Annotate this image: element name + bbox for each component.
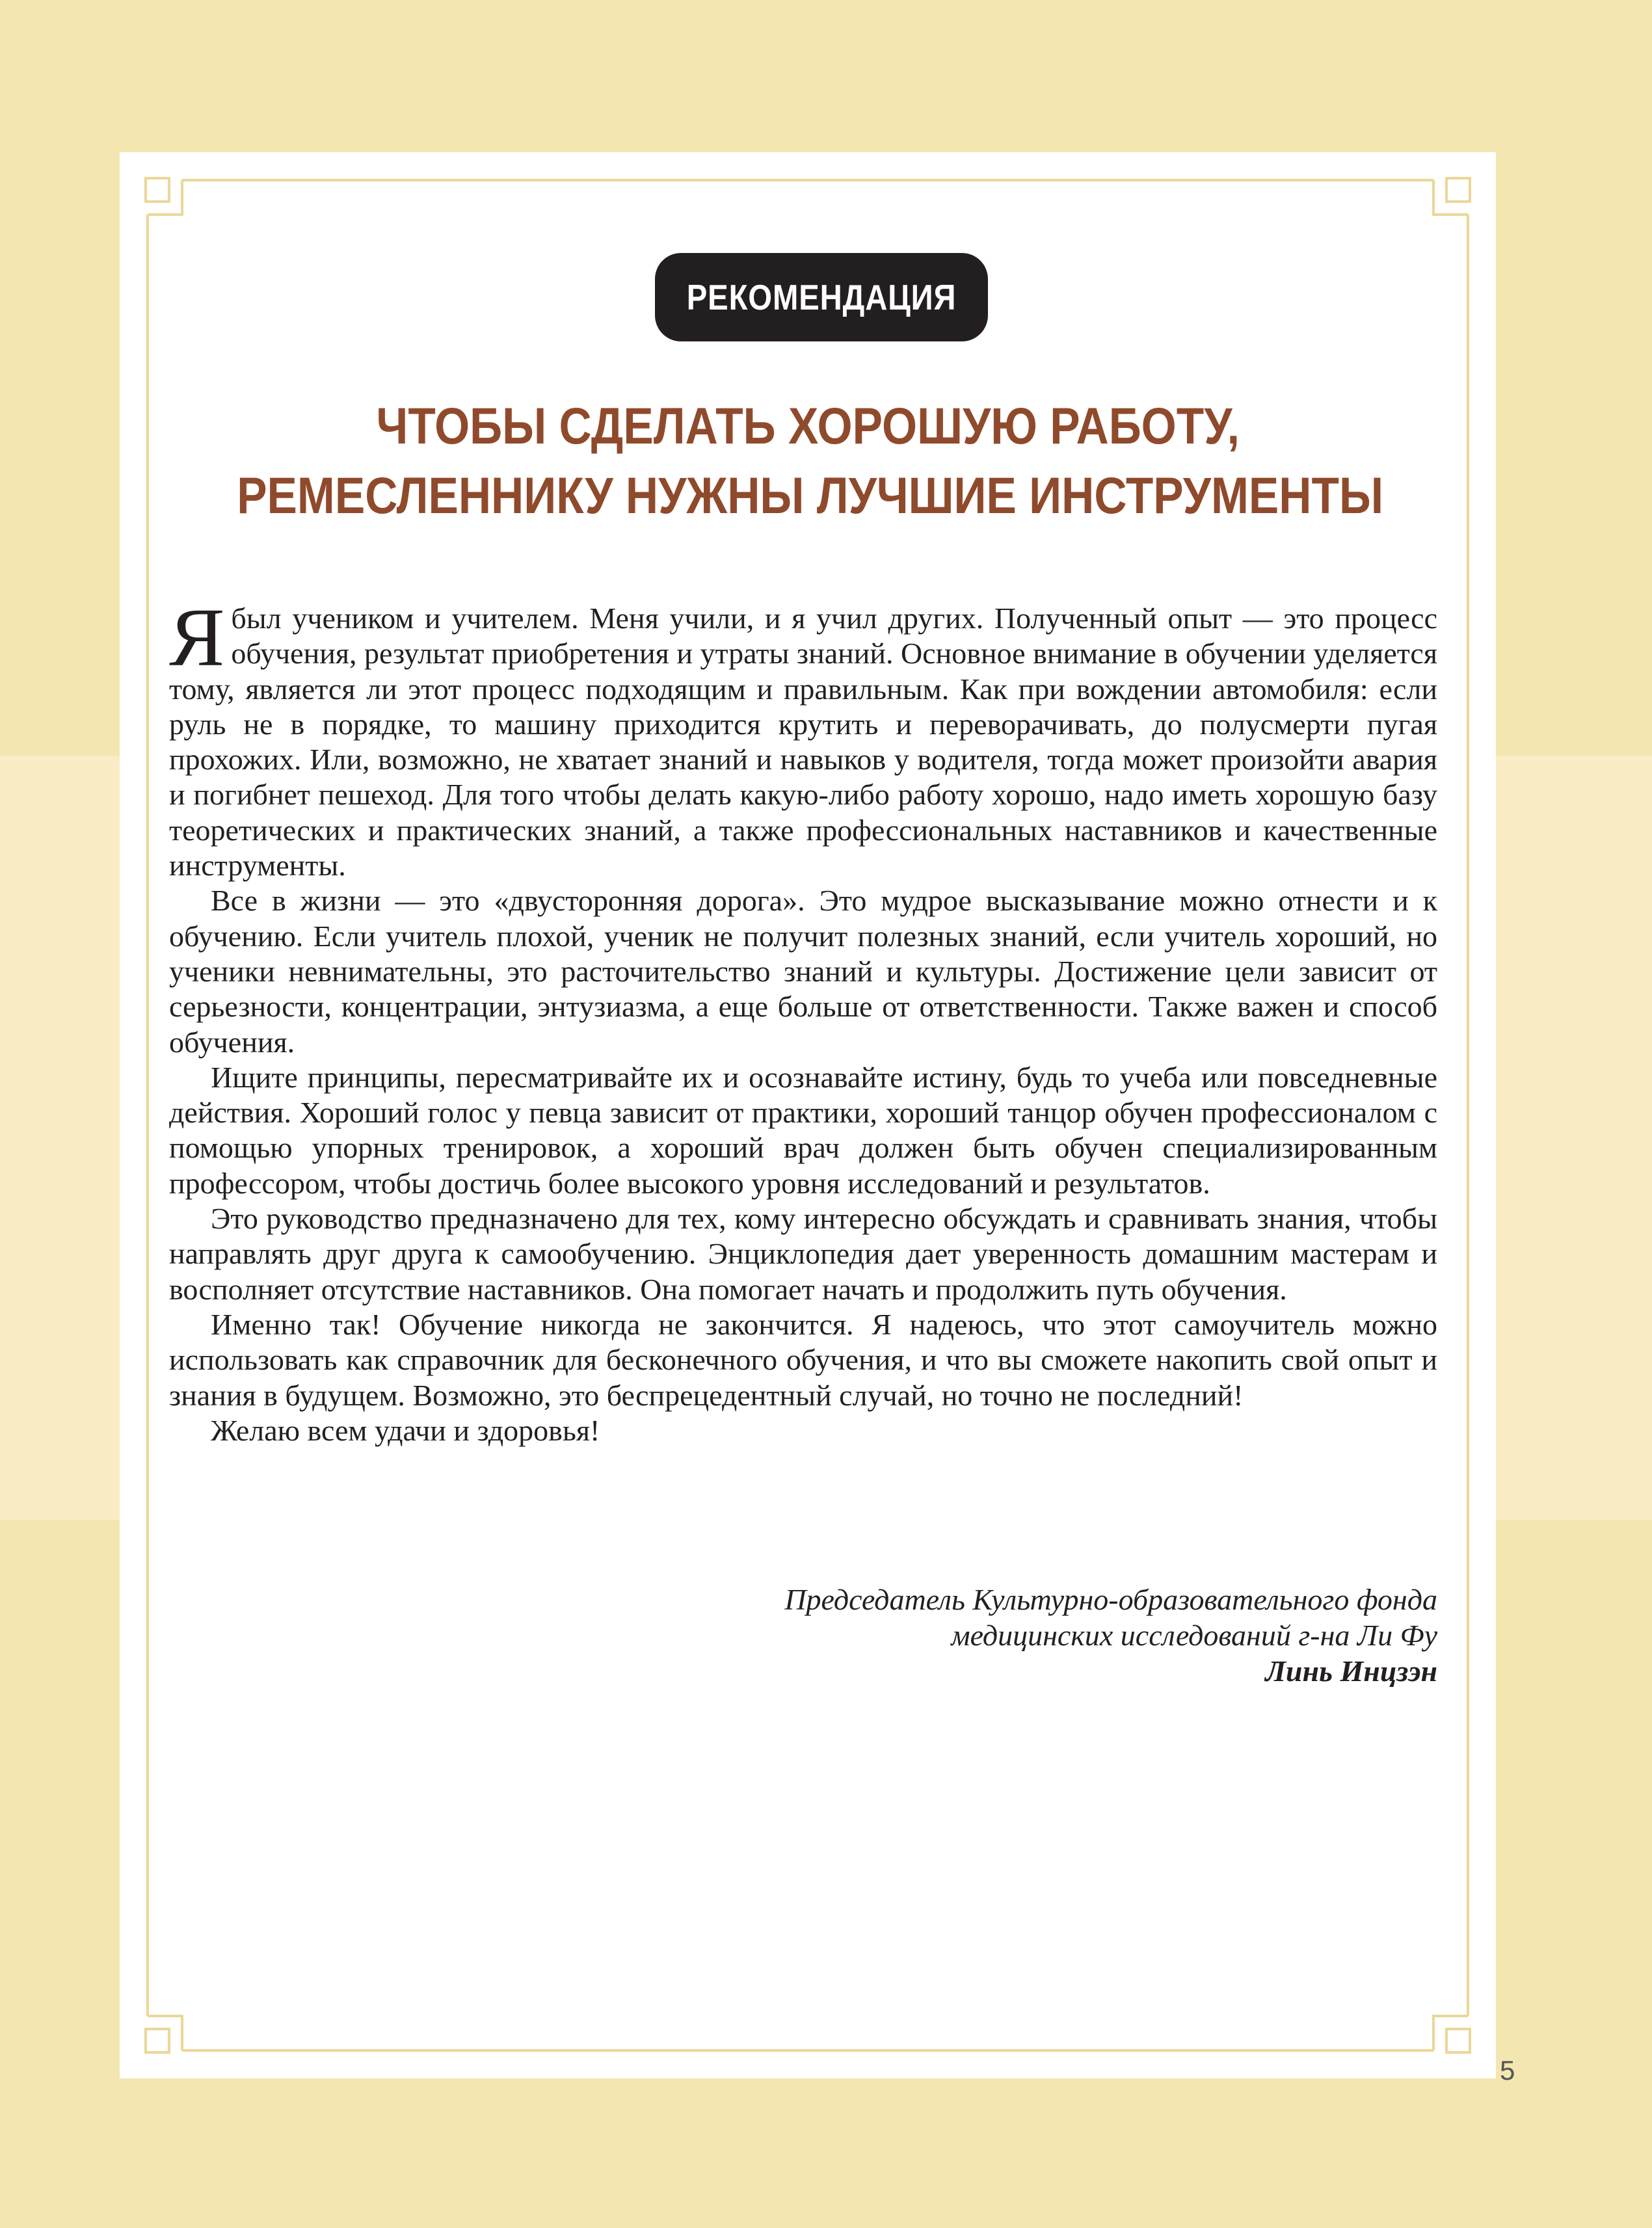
page-panel bbox=[120, 152, 1496, 2078]
paragraph-6: Желаю всем удачи и здоровья! bbox=[211, 1413, 600, 1447]
paragraph-3: Ищите принципы, пересматривайте их и осознавайте истину, будь то учеба или повседневные действия. Хороший голос у певца зависит от практики, хороший танцор обучен профессионалом с помощью упорных тренировок, а хороший врач должен быть обучен специализированным профессором, чтобы достичь более высокого уровня исследований и результатов. bbox=[169, 1060, 1437, 1200]
paragraph-1: Ябыл учеником и учителем. Меня учили, и я учил других. Полученный опыт — это процесс обучения, результат приобретения и утраты знаний. Основное внимание в обучении уделяется тому, является ли этот процесс подходящим и правильным. Как при вождении автомобиля: если руль не в порядке, то машину приходится крутить и переворачивать, до полусмерти пугая прохожих. Или, возможно, не хватает знаний и навыков у водителя, тогда может произойти авария и погибнет пешеход. Для того чтобы делать какую-либо работу хорошо, надо иметь хорошую базу теоретических и практических знаний, а также профессиональных наставников и качественные инструменты. bbox=[169, 591, 1437, 882]
signature-name: Линь Инцзэн bbox=[1265, 1654, 1437, 1688]
signature-line-1: Председатель Культурно-образовательного фонда bbox=[784, 1583, 1437, 1616]
page-title-line-1: ЧТОБЫ СДЕЛАТЬ ХОРОШУЮ РАБОТУ, bbox=[376, 397, 1240, 455]
section-badge-label: РЕКОМЕНДАЦИЯ bbox=[686, 277, 957, 317]
section-badge bbox=[655, 253, 988, 341]
paragraph-2: Все в жизни — это «двусторонняя дорога». Это мудрое высказывание можно отнести и к обучению. Если учитель плохой, ученик не получит полезных знаний, если учитель хороший, но ученики невнимательны, это расточительство знаний и культуры. Достижение цели зависит от серьезности, концентрации, энтузиазма, а еще больше от ответственности. Также важен и способ обучения. bbox=[169, 884, 1437, 1059]
drop-cap: Я bbox=[169, 591, 225, 683]
paragraph-4: Это руководство предназначено для тех, кому интересно обсуждать и сравнивать знания, чтобы направлять друг друга к самообучению. Энциклопедия дает уверенность домашним мастерам и восполняет отсутствие наставников. Она помогает начать и продолжить путь обучения. bbox=[169, 1202, 1437, 1306]
signature-block bbox=[784, 1582, 1437, 1689]
signature-line-2: медицинских исследований г-на Ли Фу bbox=[951, 1619, 1437, 1652]
page-number: 5 bbox=[1500, 2055, 1515, 2086]
paragraph-5: Именно так! Обучение никогда не закончится. Я надеюсь, что этот самоучитель можно использовать как справочник для бесконечного обучения, и что вы сможете накопить свой опыт и знания в будущем. Возможно, это беспрецедентный случай, но точно не последний! bbox=[169, 1307, 1437, 1412]
page-title-line-2: РЕМЕСЛЕННИКУ НУЖНЫ ЛУЧШИЕ ИНСТРУМЕНТЫ bbox=[237, 466, 1384, 524]
article-body bbox=[169, 591, 1437, 1448]
